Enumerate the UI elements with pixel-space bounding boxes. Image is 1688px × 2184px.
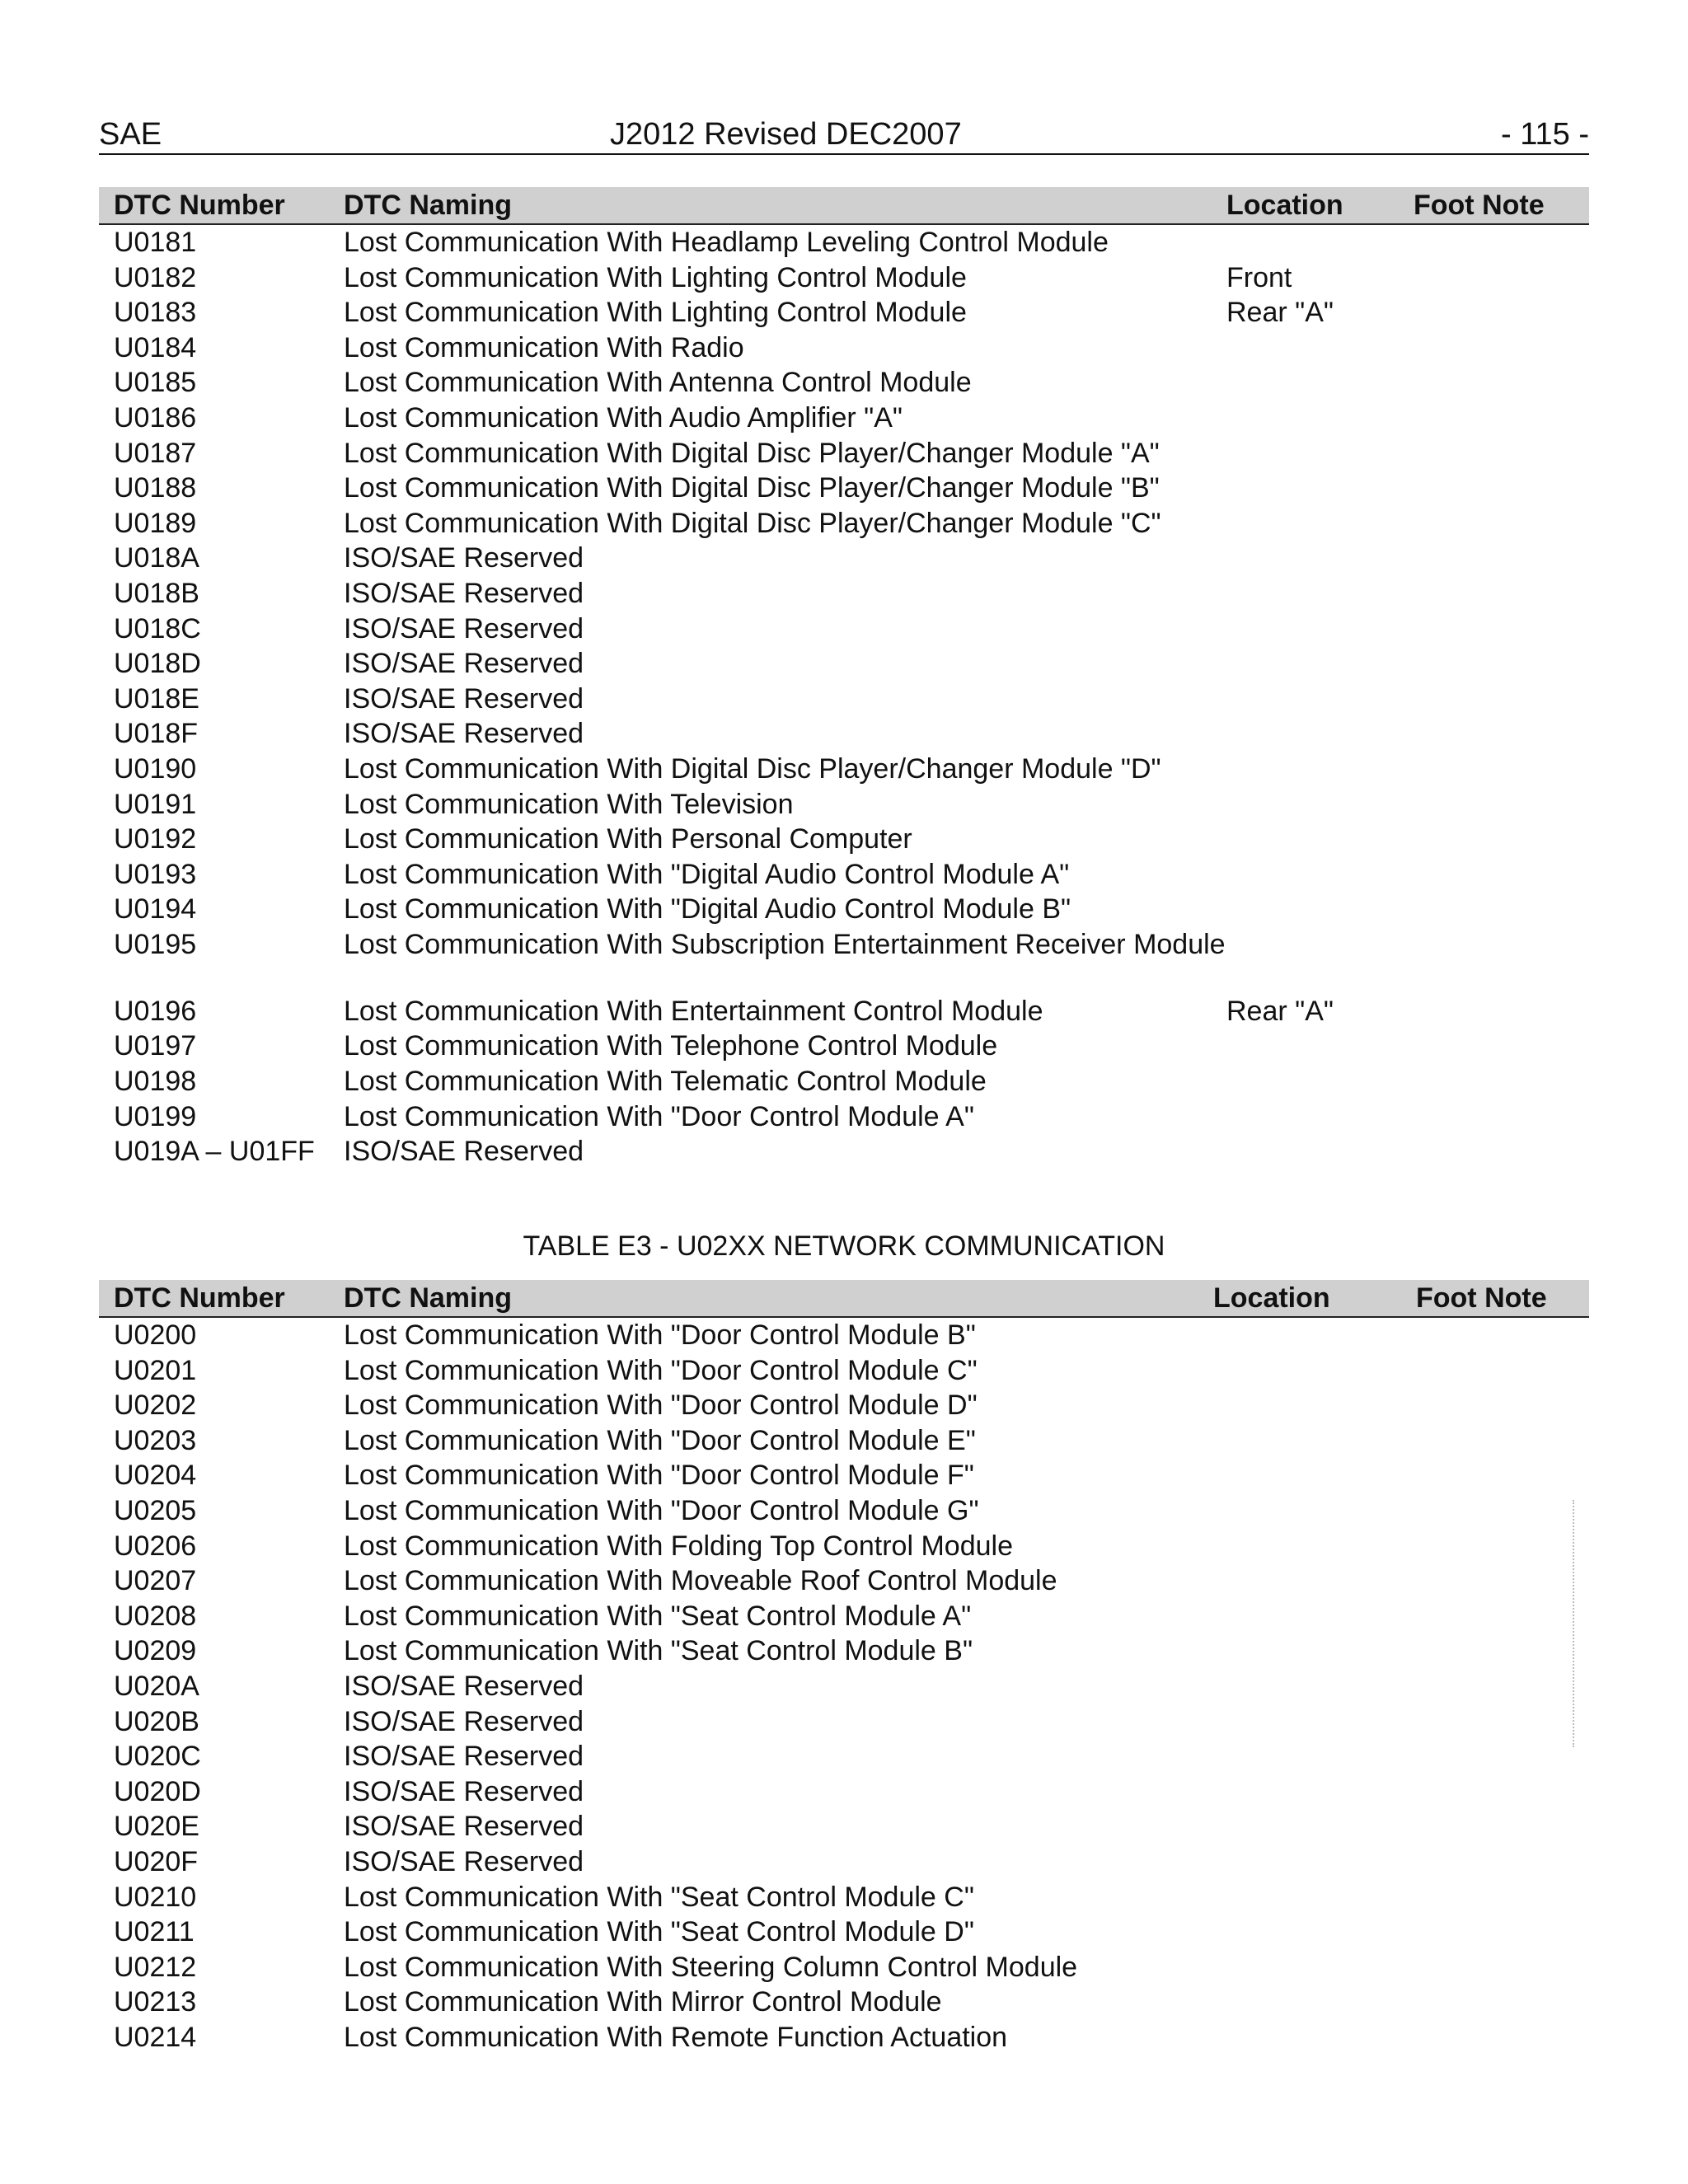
dtc-number-cell: U020B: [114, 1705, 199, 1737]
scan-artifact: [1573, 1500, 1578, 1747]
column-header-location: Location: [1226, 190, 1343, 221]
dtc-number-cell: U0183: [114, 297, 197, 329]
table-row: [99, 2020, 1589, 2055]
dtc-naming-cell: Lost Communication With Lighting Control Module: [344, 261, 967, 293]
dtc-naming-cell: Lost Communication With Television: [344, 788, 794, 820]
dtc-number-cell: U0209: [114, 1635, 197, 1667]
dtc-naming-cell: Lost Communication With Digital Disc Player/Changer Module "C": [344, 507, 1161, 539]
dtc-number-cell: U020A: [114, 1670, 199, 1702]
dtc-number-cell: U0193: [114, 858, 197, 890]
dtc-naming-cell: Lost Communication With Antenna Control Module: [344, 367, 972, 399]
dtc-naming-cell: Lost Communication With "Digital Audio Control Module B": [344, 893, 1071, 926]
dtc-naming-cell: Lost Communication With "Seat Control Module A": [344, 1600, 972, 1632]
page-header: [99, 115, 1589, 155]
dtc-number-cell: U0197: [114, 1030, 197, 1062]
dtc-number-cell: U0191: [114, 788, 197, 820]
table-row: [99, 576, 1589, 612]
dtc-number-cell: U0186: [114, 401, 197, 434]
table-header: [99, 187, 1589, 225]
dtc-number-cell: U019A – U01FF: [114, 1136, 315, 1168]
dtc-naming-cell: Lost Communication With Moveable Roof Control Module: [344, 1565, 1057, 1597]
dtc-number-cell: U018F: [114, 718, 199, 750]
table-row: [99, 436, 1589, 471]
dtc-naming-cell: Lost Communication With "Door Control Module D": [344, 1390, 978, 1422]
table-row: [99, 857, 1589, 893]
table-row: [99, 1844, 1589, 1880]
table-row: [99, 1599, 1589, 1634]
dtc-number-cell: U0185: [114, 367, 197, 399]
dtc-number-cell: U0214: [114, 2021, 197, 2053]
dtc-naming-cell: ISO/SAE Reserved: [344, 648, 584, 680]
dtc-number-cell: U0202: [114, 1390, 197, 1422]
dtc-naming-cell: Lost Communication With "Door Control Module B": [344, 1319, 976, 1351]
table-row: [99, 1669, 1589, 1704]
dtc-number-cell: U0212: [114, 1951, 197, 1983]
dtc-naming-cell: ISO/SAE Reserved: [344, 1741, 584, 1773]
dtc-number-cell: U020D: [114, 1775, 201, 1807]
dtc-naming-cell: Lost Communication With Telematic Control Module: [344, 1066, 987, 1098]
table-body: [99, 1318, 1589, 2055]
dtc-table-u01xx: [99, 187, 1589, 1169]
dtc-number-cell: U018D: [114, 648, 201, 680]
table-row: [99, 1353, 1589, 1389]
table-row: [99, 1809, 1589, 1844]
dtc-naming-cell: Lost Communication With Telephone Control Module: [344, 1030, 998, 1062]
dtc-naming-cell: ISO/SAE Reserved: [344, 1136, 584, 1168]
dtc-number-cell: U020E: [114, 1811, 199, 1843]
dtc-number-cell: U0196: [114, 995, 197, 1027]
dtc-number-cell: U0210: [114, 1881, 197, 1913]
table-row: [99, 260, 1589, 296]
dtc-naming-cell: ISO/SAE Reserved: [344, 682, 584, 715]
dtc-naming-cell: Lost Communication With Digital Disc Player/Changer Module "B": [344, 472, 1160, 504]
table-row: [99, 716, 1589, 752]
dtc-number-cell: U0198: [114, 1066, 197, 1098]
table-row: [99, 994, 1589, 1029]
dtc-naming-cell: Lost Communication With "Door Control Module C": [344, 1354, 978, 1386]
table-row: [99, 1099, 1589, 1135]
dtc-number-cell: U0201: [114, 1354, 197, 1386]
column-header-dtc-number: DTC Number: [114, 190, 285, 221]
table-row: [99, 682, 1589, 717]
table-header: [99, 1280, 1589, 1318]
dtc-naming-cell: ISO/SAE Reserved: [344, 1670, 584, 1702]
dtc-naming-cell: ISO/SAE Reserved: [344, 577, 584, 609]
dtc-naming-cell: ISO/SAE Reserved: [344, 1811, 584, 1843]
dtc-naming-cell: Lost Communication With "Door Control Module F": [344, 1460, 974, 1492]
dtc-naming-cell: Lost Communication With Subscription Entertainment Receiver Module: [344, 928, 1226, 960]
table-row: [99, 1880, 1589, 1915]
table-row: [99, 1739, 1589, 1774]
dtc-naming-cell: Lost Communication With "Seat Control Module B": [344, 1635, 973, 1667]
table-row: [99, 1633, 1589, 1669]
table-row: [99, 1134, 1589, 1169]
dtc-number-cell: U0181: [114, 227, 197, 258]
dtc-naming-cell: ISO/SAE Reserved: [344, 1775, 584, 1807]
dtc-table-u02xx: [99, 1280, 1589, 2055]
table-row: [99, 1029, 1589, 1064]
table-body: [99, 225, 1589, 1169]
dtc-number-cell: U0213: [114, 1986, 197, 2018]
header-document-id: J2012 Revised DEC2007: [610, 117, 962, 152]
table-row: [99, 1704, 1589, 1740]
dtc-number-cell: U0199: [114, 1100, 197, 1132]
dtc-naming-cell: Lost Communication With Digital Disc Player/Changer Module "A": [344, 437, 1160, 469]
location-cell: Rear "A": [1226, 297, 1334, 329]
table-row: [99, 1950, 1589, 1985]
table-row: [99, 1563, 1589, 1599]
dtc-naming-cell: Lost Communication With "Seat Control Module C": [344, 1881, 974, 1913]
table-row: [99, 506, 1589, 541]
table-row: [99, 822, 1589, 857]
header-page-number: - 115 -: [1500, 117, 1589, 152]
column-header-dtc-naming: DTC Naming: [344, 190, 512, 221]
table-row: [99, 892, 1589, 927]
dtc-number-cell: U018E: [114, 682, 199, 715]
dtc-number-cell: U0203: [114, 1424, 197, 1456]
dtc-naming-cell: Lost Communication With Folding Top Control Module: [344, 1530, 1013, 1562]
dtc-naming-cell: ISO/SAE Reserved: [344, 1705, 584, 1737]
dtc-number-cell: U0211: [114, 1916, 195, 1948]
dtc-number-cell: U0207: [114, 1565, 197, 1597]
dtc-naming-cell: Lost Communication With Entertainment Control Module: [344, 995, 1043, 1027]
dtc-naming-cell: Lost Communication With "Digital Audio Control Module A": [344, 858, 1070, 890]
dtc-number-cell: U020C: [114, 1741, 201, 1773]
table-row: [99, 541, 1589, 576]
dtc-number-cell: U0208: [114, 1600, 197, 1632]
table-row: [99, 1423, 1589, 1459]
dtc-naming-cell: ISO/SAE Reserved: [344, 718, 584, 750]
dtc-number-cell: U0205: [114, 1494, 197, 1526]
table-row: [99, 1915, 1589, 1950]
dtc-number-cell: U0204: [114, 1460, 197, 1492]
dtc-number-cell: U0188: [114, 472, 197, 504]
column-header-foot-note: Foot Note: [1416, 1282, 1547, 1314]
table-row: [99, 1458, 1589, 1493]
dtc-number-cell: U018B: [114, 577, 199, 609]
table-row: [99, 927, 1589, 994]
dtc-naming-cell: ISO/SAE Reserved: [344, 612, 584, 644]
dtc-naming-cell: Lost Communication With "Seat Control Module D": [344, 1916, 974, 1948]
table-row: [99, 1388, 1589, 1423]
column-header-dtc-naming: DTC Naming: [344, 1282, 512, 1314]
table-row: [99, 646, 1589, 682]
table-row: [99, 1064, 1589, 1099]
table-row: [99, 752, 1589, 787]
dtc-naming-cell: Lost Communication With Remote Function Actuation: [344, 2021, 1008, 2053]
dtc-naming-cell: Lost Communication With "Door Control Module A": [344, 1100, 974, 1132]
dtc-naming-cell: ISO/SAE Reserved: [344, 542, 584, 574]
dtc-number-cell: U0182: [114, 261, 197, 293]
dtc-naming-cell: Lost Communication With Lighting Control Module: [344, 297, 967, 329]
dtc-number-cell: U0194: [114, 893, 197, 926]
table-row: [99, 612, 1589, 647]
dtc-number-cell: U0184: [114, 331, 197, 363]
dtc-number-cell: U0200: [114, 1319, 197, 1351]
table-row: [99, 295, 1589, 330]
table-row: [99, 1318, 1589, 1353]
column-header-foot-note: Foot Note: [1414, 190, 1545, 221]
table-row: [99, 330, 1589, 366]
dtc-number-cell: U0189: [114, 507, 197, 539]
table-row: [99, 1529, 1589, 1564]
table-caption: TABLE E3 - U02XX NETWORK COMMUNICATION: [523, 1230, 1165, 1262]
dtc-number-cell: U020F: [114, 1845, 199, 1877]
dtc-number-cell: U0187: [114, 437, 197, 469]
table-row: [99, 471, 1589, 506]
column-header-dtc-number: DTC Number: [114, 1282, 285, 1314]
dtc-naming-cell: Lost Communication With Headlamp Leveling Control Module: [344, 227, 1109, 258]
table-row: [99, 787, 1589, 823]
dtc-naming-cell: Lost Communication With "Door Control Module E": [344, 1424, 976, 1456]
header-publisher: SAE: [99, 117, 162, 152]
column-header-location: Location: [1213, 1282, 1330, 1314]
dtc-naming-cell: Lost Communication With Steering Column Control Module: [344, 1951, 1078, 1983]
dtc-number-cell: U018C: [114, 612, 201, 644]
table-row: [99, 365, 1589, 401]
dtc-number-cell: U0206: [114, 1530, 197, 1562]
table-row: [99, 1493, 1589, 1529]
table-row: [99, 1985, 1589, 2020]
dtc-naming-cell: Lost Communication With Audio Amplifier "A": [344, 401, 903, 434]
dtc-number-cell: U018A: [114, 542, 199, 574]
dtc-naming-cell: Lost Communication With Radio: [344, 331, 744, 363]
dtc-naming-cell: Lost Communication With "Door Control Module G": [344, 1494, 979, 1526]
dtc-naming-cell: Lost Communication With Personal Computer: [344, 823, 912, 855]
dtc-number-cell: U0190: [114, 752, 197, 785]
dtc-naming-cell: ISO/SAE Reserved: [344, 1845, 584, 1877]
dtc-number-cell: U0192: [114, 823, 197, 855]
table-row: [99, 225, 1589, 260]
dtc-naming-cell: Lost Communication With Digital Disc Player/Changer Module "D": [344, 752, 1161, 785]
table-row: [99, 1774, 1589, 1810]
location-cell: Front: [1226, 261, 1292, 293]
location-cell: Rear "A": [1226, 995, 1334, 1027]
dtc-number-cell: U0195: [114, 928, 197, 960]
table-row: [99, 401, 1589, 436]
dtc-naming-cell: Lost Communication With Mirror Control Module: [344, 1986, 942, 2018]
